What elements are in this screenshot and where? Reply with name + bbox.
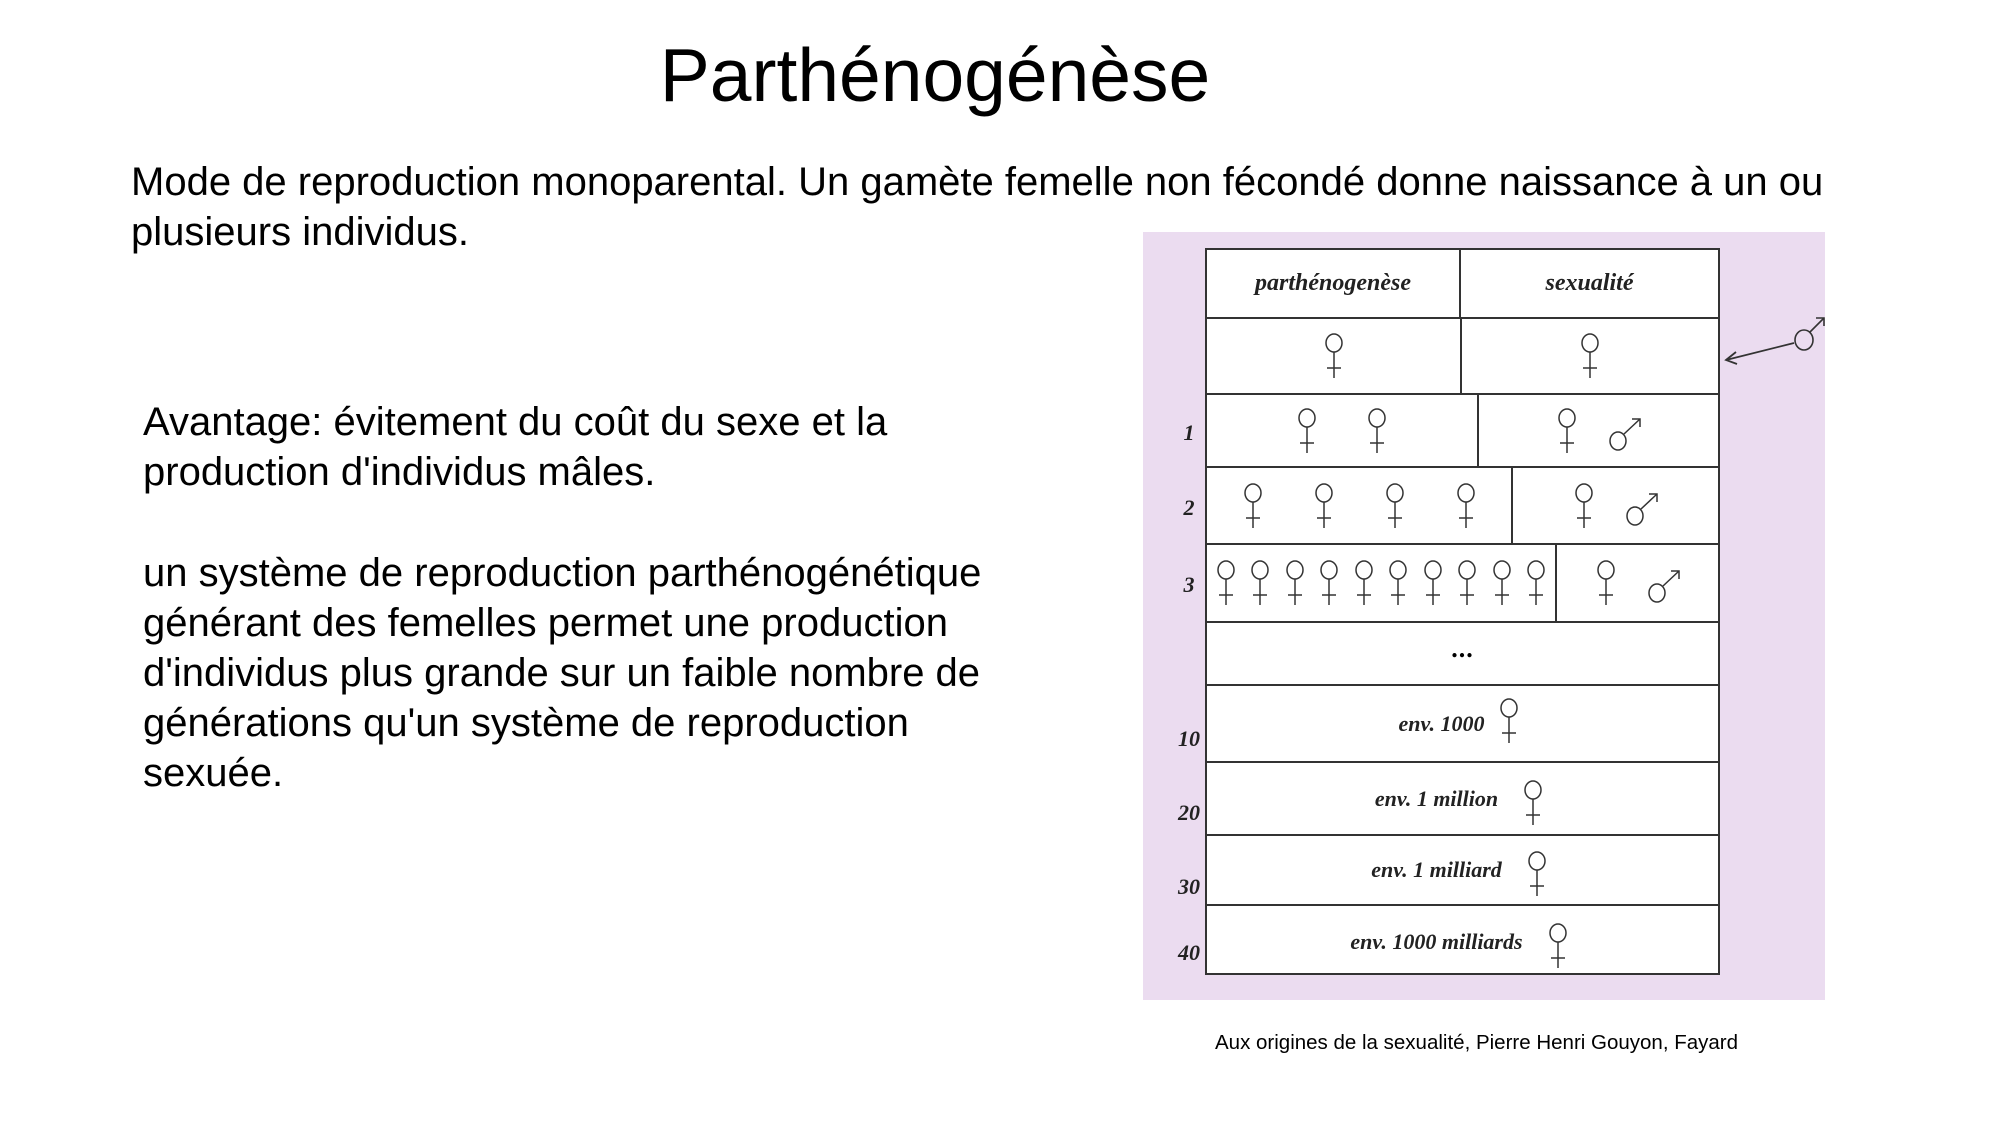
- female-icon: [1453, 482, 1479, 530]
- population-count: env. 1 million: [1374, 785, 1499, 811]
- female-icon: [1489, 559, 1515, 607]
- table-row: [1207, 906, 1718, 977]
- female-icon: [1520, 779, 1546, 827]
- male-icon: [1625, 482, 1661, 530]
- table-row: [1207, 686, 1718, 763]
- female-icon: [1571, 482, 1597, 530]
- female-icon: [1321, 332, 1347, 380]
- female-icon: [1523, 559, 1549, 607]
- female-icon: [1496, 697, 1522, 745]
- ellipsis: ...: [1451, 633, 1474, 663]
- table-row: [1207, 545, 1718, 623]
- generation-label: 10: [1178, 726, 1200, 751]
- advantage-text: Avantage: évitement du coût du sexe et la production d'individus mâles.: [143, 400, 888, 494]
- generation-label: 40: [1178, 940, 1200, 965]
- header-sexuality: sexualité: [1545, 270, 1634, 296]
- female-icon: [1316, 559, 1342, 607]
- header-parthenogenesis: parthénogenèse: [1255, 270, 1411, 296]
- female-icon: [1385, 559, 1411, 607]
- female-symbols: [1207, 545, 1557, 621]
- male-icon: [1647, 559, 1683, 607]
- male-fertilization-arrow-icon: [1718, 310, 1828, 380]
- table-row: [1207, 395, 1718, 468]
- female-icon: [1524, 850, 1550, 898]
- table-row: [1207, 319, 1718, 395]
- figure-citation: Aux origines de la sexualité, Pierre Henri Gouyon, Fayard: [1215, 1031, 1739, 1054]
- generation-label: 2: [1183, 495, 1195, 520]
- population-count: env. 1 milliard: [1371, 857, 1502, 882]
- generation-label: 30: [1178, 874, 1200, 899]
- slide-title: Parthénogénèse: [659, 33, 1211, 117]
- sexual-pair: [1513, 468, 1718, 543]
- female-symbols: [1207, 468, 1513, 543]
- table-row: [1207, 763, 1718, 836]
- explanation-text: un système de reproduction parthénogénétique générant des femelles permet une production d'individus plus grande sur un faible nombre de générations qu'un système de reproduction sexuée.: [143, 551, 982, 795]
- female-icon: [1282, 559, 1308, 607]
- table-row: [1207, 468, 1718, 545]
- female-symbols: [1207, 319, 1462, 393]
- female-icon: [1213, 559, 1239, 607]
- intro-text: Mode de reproduction monoparental. Un gamète femelle non fécondé donne naissance à un ou plusieurs individus.: [131, 160, 1824, 254]
- female-icon: [1420, 559, 1446, 607]
- female-icon: [1454, 559, 1480, 607]
- sexual-pair: [1479, 395, 1718, 466]
- female-icon: [1554, 407, 1580, 455]
- female-icon: [1311, 482, 1337, 530]
- female-icon: [1351, 559, 1377, 607]
- female-icon: [1593, 559, 1619, 607]
- generation-label: 1: [1183, 420, 1195, 445]
- female-icon: [1247, 559, 1273, 607]
- generation-label: 20: [1178, 800, 1200, 825]
- population-count: env. 1000 milliards: [1350, 928, 1523, 954]
- female-icon: [1240, 482, 1266, 530]
- female-icon: [1577, 332, 1603, 380]
- table-row-ellipsis: [1207, 623, 1718, 686]
- female-symbols: [1462, 319, 1718, 393]
- generation-label: 3: [1183, 572, 1195, 597]
- female-icon: [1364, 407, 1390, 455]
- table-row: [1207, 836, 1718, 906]
- female-icon: [1294, 407, 1320, 455]
- female-icon: [1545, 922, 1571, 970]
- male-icon: [1608, 407, 1644, 455]
- table-header-row: [1207, 250, 1718, 319]
- female-symbols: [1207, 395, 1479, 466]
- female-icon: [1382, 482, 1408, 530]
- population-count: env. 1000: [1398, 710, 1485, 736]
- comparison-table: [1205, 248, 1720, 975]
- sexual-pair: [1557, 545, 1718, 621]
